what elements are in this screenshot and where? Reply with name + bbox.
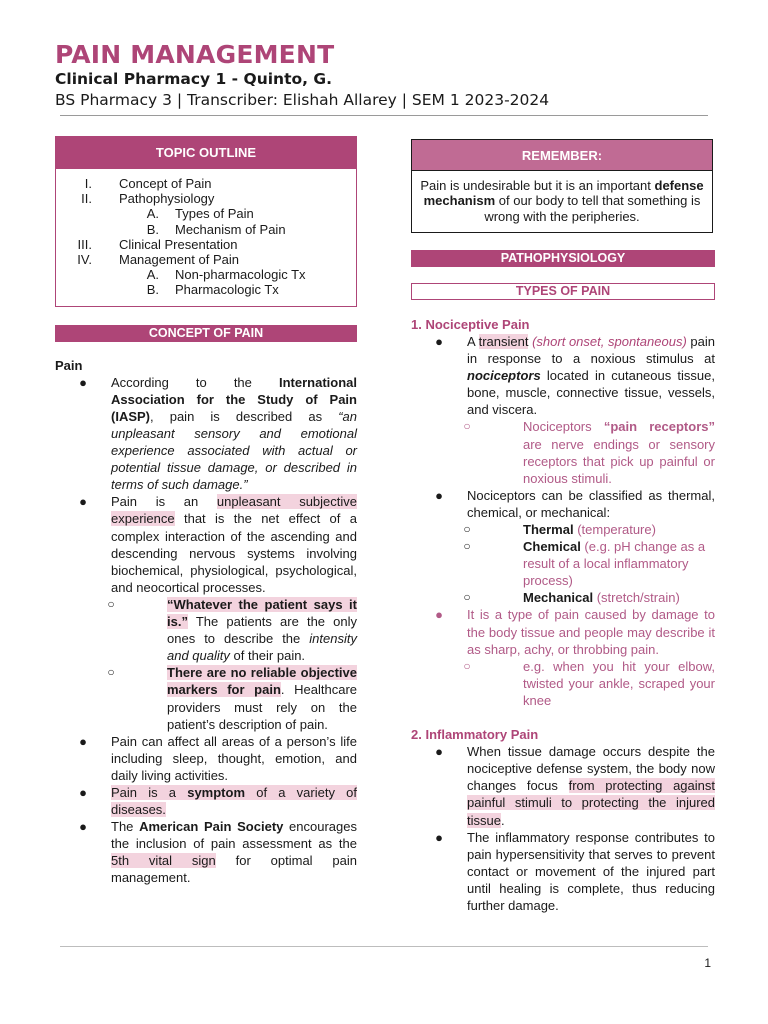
inflammatory-pain-title: 2. Inflammatory Pain bbox=[411, 727, 539, 743]
bullet-icon: ● bbox=[79, 733, 87, 749]
list-item: ● It is a type of pain caused by damage to the body tissue and people may describe it as sharp, achy, or throbbing pain. bbox=[411, 606, 715, 657]
list-item: ● Nociceptors can be classified as thermal, chemical, or mechanical: bbox=[411, 487, 715, 521]
remember-box bbox=[411, 139, 713, 233]
list-item: ● When tissue damage occurs despite the nociceptive defense system, the body now changes focus from protecting against painful stimuli to protecting the injured tissue. bbox=[411, 743, 715, 828]
list-subitem: ○ Mechanical (stretch/strain) bbox=[411, 589, 715, 606]
bullet-icon: ● bbox=[435, 487, 443, 503]
page-number: 1 bbox=[704, 956, 711, 970]
term-pain: Pain bbox=[55, 357, 83, 373]
right-column bbox=[411, 139, 715, 914]
circle-bullet-icon: ○ bbox=[107, 596, 115, 611]
list-subitem: ○ Thermal (temperature) bbox=[411, 521, 715, 538]
list-item: ● Pain is an unpleasant subjective experience that is the net effect of a complex interaction of the ascending and descending nervous systems involving biochemical, physiological, psychological, and neocortical processes. bbox=[55, 493, 357, 596]
remember-heading: REMEMBER: bbox=[412, 140, 712, 171]
list-item: ● According to the International Association for the Study of Pain (IASP), pain is described as “an unpleasant sensory and emotional experience associated with actual or potential tissue damage, or described in terms of such damage.” bbox=[55, 374, 357, 494]
concept-of-pain-heading: CONCEPT OF PAIN bbox=[55, 325, 357, 342]
outline-subitem: A. Non-pharmacologic Tx bbox=[146, 267, 306, 283]
nociceptive-pain-title: 1. Nociceptive Pain bbox=[411, 316, 530, 332]
list-item: ● The inflammatory response contributes to pain hypersensitivity that serves to prevent contact or movement of the injured part until healing is complete, thus reducing further damage. bbox=[411, 829, 715, 914]
list-subitem: ○ Chemical (e.g. pH change as a result of a local inflammatory process) bbox=[411, 538, 715, 589]
types-of-pain-heading: TYPES OF PAIN bbox=[411, 283, 715, 300]
list-subitem: ○ “Whatever the patient says it is.” The patients are the only ones to describe the intensity and quality of their pain. bbox=[55, 596, 357, 664]
bullet-icon: ● bbox=[79, 494, 87, 510]
bullet-icon: ● bbox=[79, 374, 87, 390]
circle-bullet-icon: ○ bbox=[107, 665, 115, 680]
bullet-icon: ● bbox=[79, 819, 87, 835]
outline-item: II. Pathophysiology bbox=[81, 191, 215, 207]
list-item: ● Pain can affect all areas of a person’s life including sleep, thought, emotion, and daily living activities. bbox=[55, 733, 357, 784]
course-subtitle: Clinical Pharmacy 1 - Quinto, G. bbox=[55, 70, 333, 88]
bullet-icon: ● bbox=[435, 829, 443, 845]
remember-text: Pain is undesirable but it is an important defense mechanism of our body to tell that something is wrong with the peripheries. bbox=[420, 178, 704, 224]
list-item: ● The American Pain Society encourages the inclusion of pain assessment as the 5th vital sign for optimal pain management. bbox=[55, 818, 357, 886]
list-item: ● Pain is a symptom of a variety of diseases. bbox=[55, 784, 357, 818]
footer-divider bbox=[60, 946, 708, 947]
bullet-icon: ● bbox=[79, 784, 87, 800]
circle-bullet-icon: ○ bbox=[463, 419, 471, 434]
document-title: PAIN MANAGEMENT bbox=[55, 40, 335, 69]
bullet-icon: ● bbox=[435, 333, 443, 349]
bullet-icon: ● bbox=[435, 607, 443, 623]
circle-bullet-icon: ○ bbox=[463, 658, 471, 673]
list-subitem: ○ e.g. when you hit your elbow, twisted your ankle, scraped your knee bbox=[411, 658, 715, 709]
circle-bullet-icon: ○ bbox=[463, 539, 471, 554]
circle-bullet-icon: ○ bbox=[463, 590, 471, 605]
list-subitem: ○ There are no reliable objective markers for pain. Healthcare providers must rely on the patient’s description of pain. bbox=[55, 664, 357, 732]
list-item: ● A transient (short onset, spontaneous) pain in response to a noxious stimulus at nociceptors located in cutaneous tissue, bone, muscle, connective tissue, vessels, and viscera. bbox=[411, 333, 715, 418]
left-column bbox=[55, 136, 357, 887]
bullet-icon: ● bbox=[435, 744, 443, 760]
topic-outline-list bbox=[56, 169, 356, 306]
outline-item: I. Concept of Pain bbox=[84, 176, 212, 191]
outline-subitem: B. Pharmacologic Tx bbox=[146, 282, 279, 298]
transcriber-line: BS Pharmacy 3 | Transcriber: Elishah Allarey | SEM 1 2023-2024 bbox=[55, 91, 550, 109]
topic-outline-heading: TOPIC OUTLINE bbox=[56, 137, 356, 169]
outline-item: III. Clinical Presentation bbox=[77, 236, 238, 252]
outline-subitem: B. Mechanism of Pain bbox=[146, 221, 286, 237]
outline-subitem: A. Types of Pain bbox=[146, 206, 254, 222]
document-header bbox=[55, 40, 715, 112]
pathophysiology-heading: PATHOPHYSIOLOGY bbox=[411, 250, 715, 267]
topic-outline-box bbox=[55, 136, 357, 307]
circle-bullet-icon: ○ bbox=[463, 522, 471, 537]
header-divider bbox=[60, 115, 708, 116]
outline-item: IV. Management of Pain bbox=[77, 252, 239, 268]
list-subitem: ○ Nociceptors “pain receptors” are nerve endings or sensory receptors that pick up painful or noxious stimuli. bbox=[411, 418, 715, 486]
